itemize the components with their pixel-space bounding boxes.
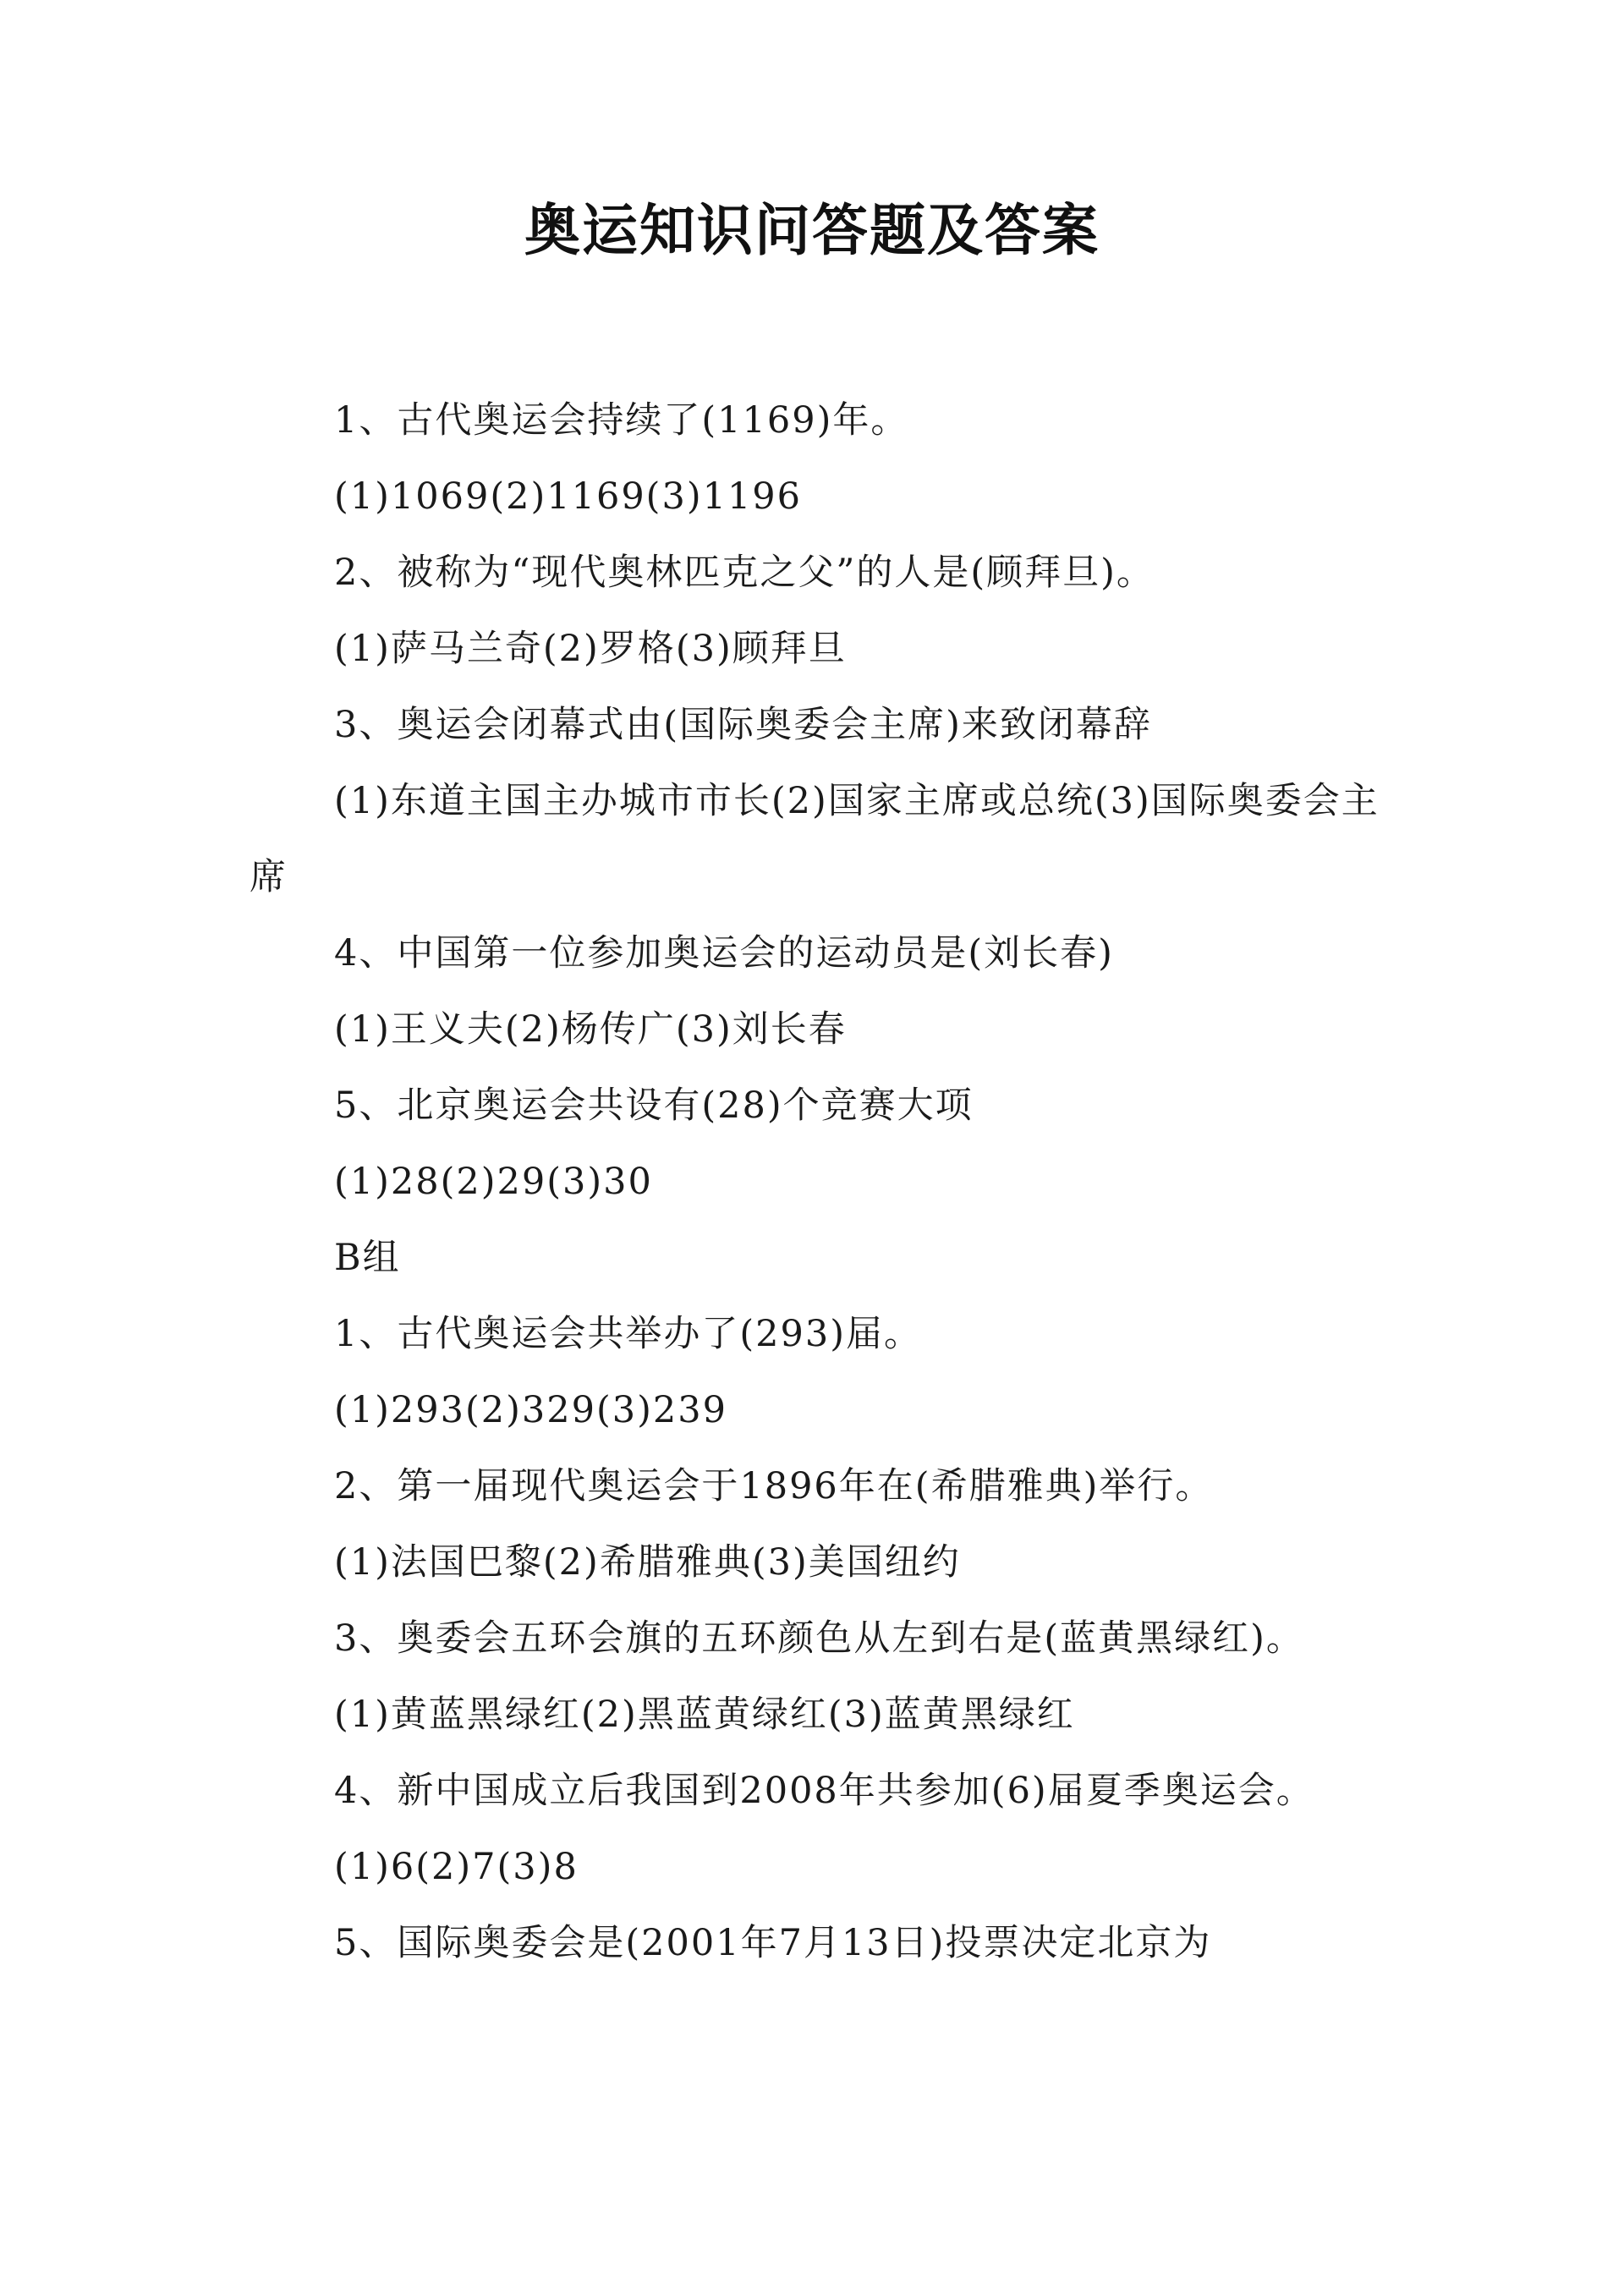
paragraph-b3-question: 3、奥委会五环会旗的五环颜色从左到右是(蓝黄黑绿红)。 — [334, 1617, 1304, 1660]
paragraph-b1-question: 1、古代奥运会共举办了(293)届。 — [334, 1313, 922, 1355]
paragraph-a3-question: 3、奥运会闭幕式由(国际奥委会主席)来致闭幕辞 — [334, 704, 1152, 746]
paragraph-a2-options: (1)萨马兰奇(2)罗格(3)顾拜旦 — [334, 628, 847, 670]
paragraph-b4-options: (1)6(2)7(3)8 — [334, 1846, 579, 1888]
paragraph-b1-options: (1)293(2)329(3)239 — [334, 1389, 727, 1431]
section-heading-b: B组 — [334, 1237, 401, 1279]
paragraph-b5-question: 5、国际奥委会是(2001年7月13日)投票决定北京为 — [334, 1922, 1212, 1964]
paragraph-a4-question: 4、中国第一位参加奥运会的运动员是(刘长春) — [334, 932, 1114, 975]
paragraph-b2-question: 2、第一届现代奥运会于1896年在(希腊雅典)举行。 — [334, 1465, 1214, 1507]
paragraph-a3-options: (1)东道主国主办城市市长(2)国家主席或总统(3)国际奥委会主席 — [250, 780, 1380, 898]
document-body — [250, 382, 1383, 1981]
paragraph-a1-question: 1、古代奥运会持续了(1169)年。 — [334, 399, 909, 442]
paragraph-a1-options: (1)1069(2)1169(3)1196 — [334, 475, 803, 518]
paragraph-a5-question: 5、北京奥运会共设有(28)个竞赛大项 — [334, 1084, 974, 1127]
paragraph-b3-options: (1)黄蓝黑绿红(2)黑蓝黄绿红(3)蓝黄黑绿红 — [334, 1694, 1075, 1736]
paragraph-a2-question: 2、被称为“现代奥林匹克之父”的人是(顾拜旦)。 — [334, 552, 1155, 594]
paragraph-b2-options: (1)法国巴黎(2)希腊雅典(3)美国纽约 — [334, 1541, 961, 1584]
paragraph-a5-options: (1)28(2)29(3)30 — [334, 1161, 653, 1203]
paragraph-b4-question: 4、新中国成立后我国到2008年共参加(6)届夏季奥运会。 — [334, 1770, 1314, 1812]
document-title: 奥运知识问答题及答案 — [524, 198, 1100, 263]
paragraph-a4-options: (1)王义夫(2)杨传广(3)刘长春 — [334, 1008, 847, 1051]
